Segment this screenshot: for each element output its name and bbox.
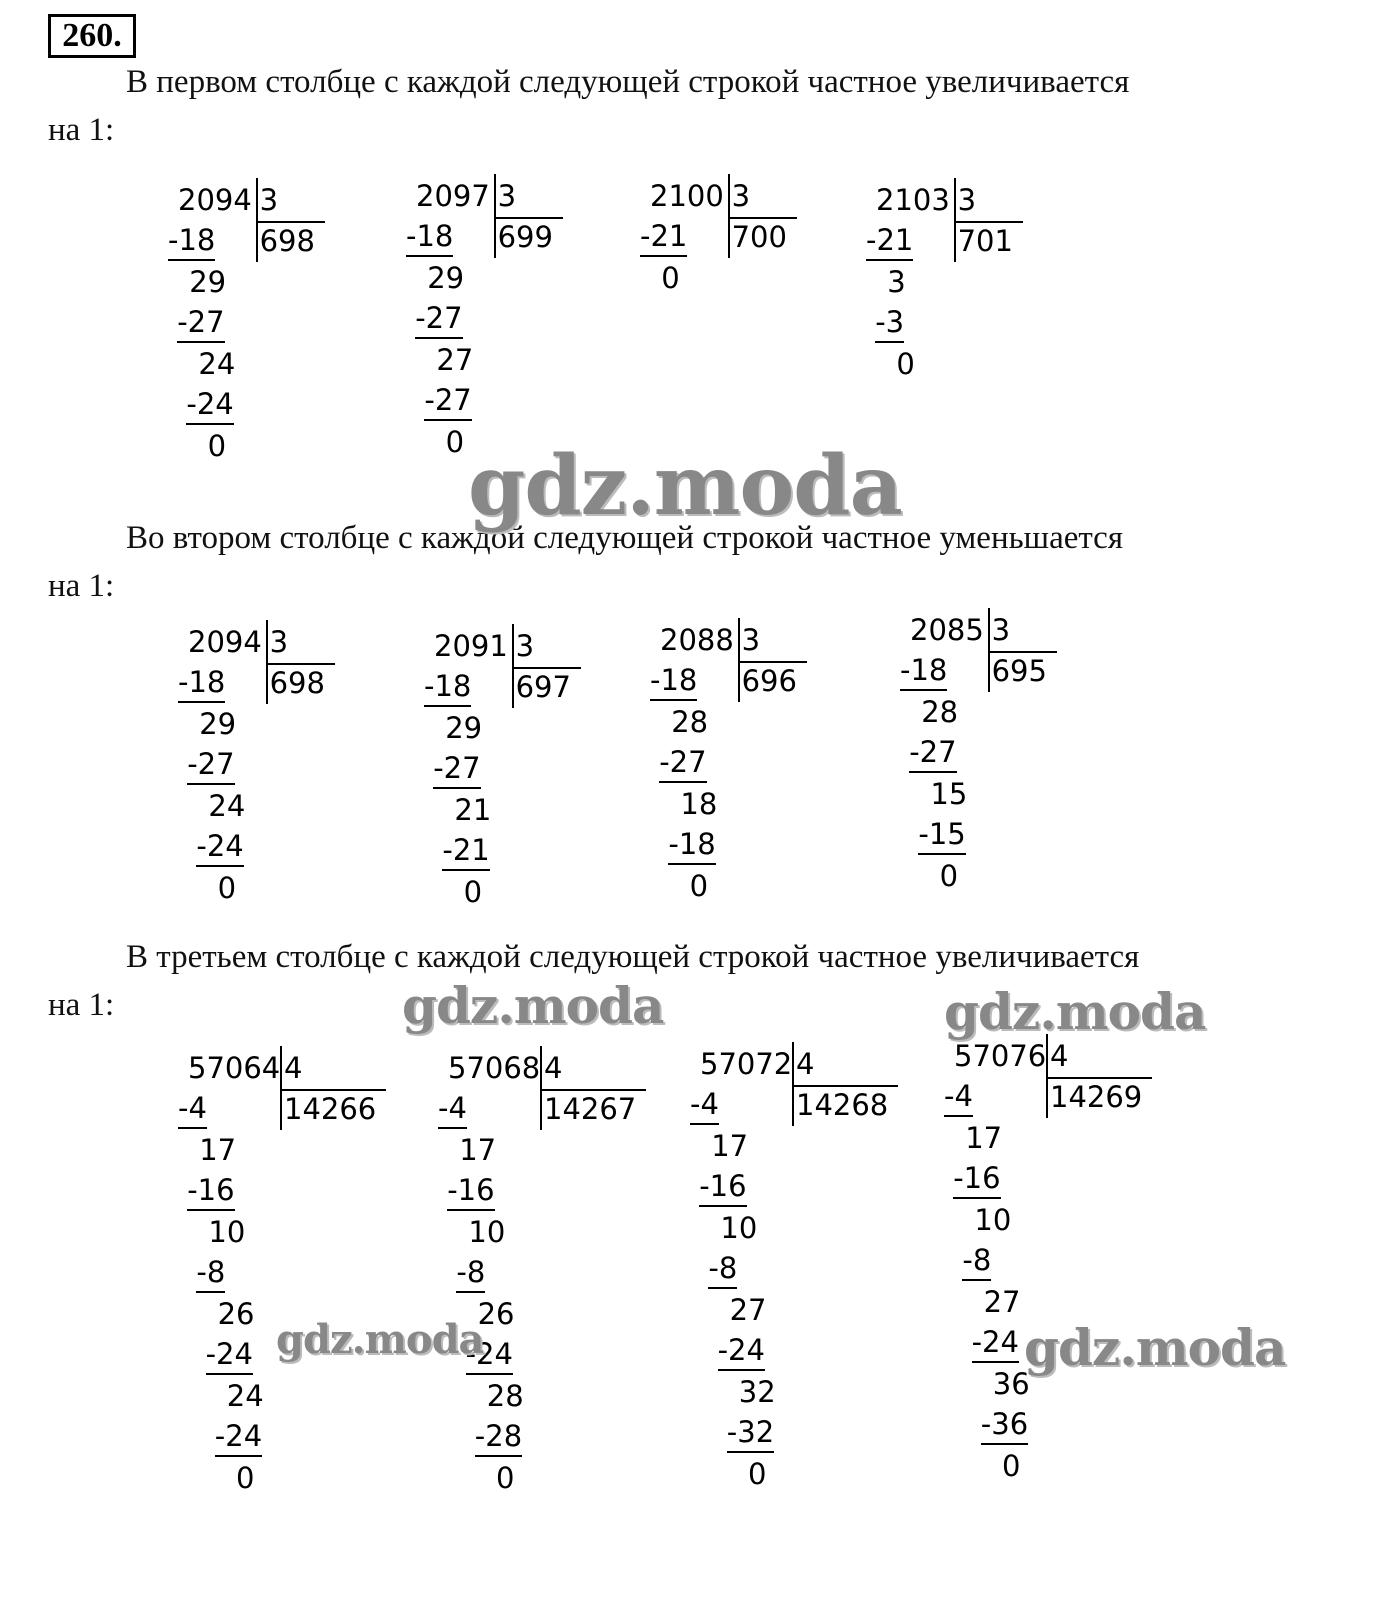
subtraction-step: -18 [900,653,947,691]
division-bracket-horizontal [1046,1077,1152,1079]
remainder-step: 17 [459,1133,497,1167]
division-bracket-vertical [540,1046,542,1130]
remainder-step: 27 [983,1285,1021,1319]
subtraction-step: -18 [406,219,453,257]
division-bracket-horizontal [256,221,325,223]
dividend: 57068 [448,1051,541,1085]
quotient: 14268 [796,1088,889,1122]
subtraction-step: -18 [424,669,471,707]
division-bracket-horizontal [792,1085,898,1087]
division-bracket-horizontal [988,651,1057,653]
remainder-step: 29 [427,261,465,295]
dividend: 2094 [178,183,252,217]
remainder-step: 24 [226,1379,264,1413]
subtraction-step: -24 [206,1337,253,1375]
remainder-step: 32 [738,1375,776,1409]
section-1-text-line1: В первом столбце с каждой следующей строкой частное увеличивается [126,64,1130,100]
subtraction-step: -16 [699,1169,746,1207]
watermark: gdz.moda [402,976,664,1035]
division-bracket-horizontal [738,661,807,663]
subtraction-step: -24 [972,1325,1019,1363]
quotient: 14269 [1050,1080,1143,1114]
remainder-step: 29 [189,265,227,299]
subtraction-step: -21 [442,833,489,871]
section-1-text-line2: на 1: [48,112,115,148]
division-bracket-horizontal [540,1089,646,1091]
remainder-step: 0 [1002,1449,1021,1483]
divisor: 3 [515,629,535,663]
quotient: 697 [515,670,571,704]
dividend: 2100 [650,179,724,213]
subtraction-step: -4 [690,1087,719,1125]
remainder-step: 0 [896,347,915,381]
remainder-step: 0 [445,425,465,459]
divisor: 3 [497,179,517,213]
remainder-step: 24 [198,347,236,381]
subtraction-step: -8 [456,1255,485,1293]
remainder-step: 28 [486,1379,524,1413]
remainder-step: 0 [207,429,227,463]
remainder-step: 0 [939,859,959,893]
subtraction-step: -24 [186,387,233,425]
subtraction-step: -36 [981,1407,1028,1445]
section-2-text-line2: на 1: [48,568,115,604]
remainder-step: 15 [930,777,968,811]
division-bracket-horizontal [728,217,797,219]
subtraction-step: -16 [447,1173,494,1211]
quotient: 701 [957,224,1013,258]
dividend: 2094 [188,625,262,659]
section-3-text-line1: В третьем столбце с каждой следующей строкой частное увеличивается [126,939,1140,975]
quotient: 695 [991,654,1047,688]
quotient: 14266 [284,1092,377,1126]
subtraction-step: -4 [944,1079,973,1117]
subtraction-step: -28 [475,1419,522,1457]
quotient: 699 [497,220,553,254]
subtraction-step: -24 [196,829,243,867]
remainder-step: 3 [887,265,906,299]
subtraction-step: -18 [650,663,697,701]
subtraction-step: -24 [215,1419,262,1457]
dividend: 2097 [416,179,490,213]
division-bracket-vertical [280,1046,282,1130]
division-bracket-vertical [266,620,268,704]
divisor: 3 [957,183,977,217]
subtraction-step: -15 [918,817,965,855]
remainder-step: 0 [217,871,237,905]
remainder-step: 29 [445,711,483,745]
division-bracket-vertical [954,178,956,262]
subtraction-step: -8 [708,1251,737,1289]
subtraction-step: -3 [875,305,904,343]
division-bracket-horizontal [512,667,581,669]
dividend: 2103 [876,183,950,217]
division-bracket-vertical [494,174,496,258]
subtraction-step: -27 [424,383,471,421]
remainder-step: 17 [199,1133,237,1167]
subtraction-step: -16 [187,1173,234,1211]
divisor: 3 [741,623,761,657]
subtraction-step: -24 [718,1333,765,1371]
dividend: 2085 [910,613,984,647]
divisor: 3 [731,179,751,213]
watermark: gdz.moda [944,982,1206,1041]
dividend: 57076 [954,1039,1047,1073]
subtraction-step: -21 [866,223,913,261]
subtraction-step: -27 [415,301,462,339]
dividend: 57072 [700,1047,793,1081]
remainder-step: 0 [689,869,709,903]
remainder-step: 17 [965,1121,1003,1155]
watermark: gdz.moda [1024,1318,1286,1377]
dividend: 2091 [434,629,508,663]
division-bracket-vertical [1046,1034,1048,1118]
remainder-step: 29 [199,707,237,741]
remainder-step: 0 [463,875,483,909]
subtraction-step: -18 [668,827,715,865]
remainder-step: 27 [729,1293,767,1327]
subtraction-step: -18 [178,665,225,703]
section-3-text-line2: на 1: [48,987,115,1023]
division-bracket-vertical [792,1042,794,1126]
remainder-step: 26 [477,1297,515,1331]
section-1-text [48,58,1338,154]
quotient: 14267 [544,1092,637,1126]
remainder-step: 0 [236,1461,255,1495]
subtraction-step: -8 [196,1255,225,1293]
divisor: 4 [796,1047,815,1081]
remainder-step: 28 [921,695,959,729]
watermark: gdz.moda [276,1316,484,1363]
subtraction-step: -4 [438,1091,467,1129]
remainder-step: 28 [671,705,709,739]
division-bracket-horizontal [280,1089,386,1091]
remainder-step: 27 [436,343,474,377]
subtraction-step: -4 [178,1091,207,1129]
remainder-step: 10 [974,1203,1012,1237]
remainder-step: 10 [468,1215,506,1249]
subtraction-step: -32 [727,1415,774,1453]
quotient: 700 [731,220,787,254]
division-bracket-horizontal [954,221,1023,223]
dividend: 57064 [188,1051,281,1085]
remainder-step: 0 [661,261,680,295]
division-bracket-vertical [988,608,990,692]
quotient: 698 [259,224,315,258]
division-bracket-vertical [738,618,740,702]
subtraction-step: -21 [640,219,687,257]
dividend: 2088 [660,623,734,657]
division-bracket-vertical [256,178,258,262]
subtraction-step: -27 [177,305,224,343]
remainder-step: 10 [208,1215,246,1249]
quotient: 698 [269,666,325,700]
subtraction-step: -24 [466,1337,513,1375]
watermark: gdz.moda [468,438,902,534]
division-bracket-vertical [512,624,514,708]
division-bracket-horizontal [266,663,335,665]
divisor: 3 [991,613,1011,647]
subtraction-step: -27 [659,745,706,783]
remainder-step: 26 [217,1297,255,1331]
divisor: 4 [1050,1039,1069,1073]
subtraction-step: -18 [168,223,215,261]
divisor: 3 [259,183,279,217]
subtraction-step: -16 [953,1161,1000,1199]
subtraction-step: -27 [187,747,234,785]
remainder-step: 0 [496,1461,515,1495]
divisor: 4 [544,1051,563,1085]
divisor: 3 [269,625,289,659]
section-2-text-line1: Во втором столбце с каждой следующей строкой частное уменьшается [126,520,1124,556]
remainder-step: 21 [454,793,492,827]
remainder-step: 17 [711,1129,749,1163]
division-bracket-horizontal [494,217,563,219]
remainder-step: 10 [720,1211,758,1245]
subtraction-step: -8 [962,1243,991,1281]
division-bracket-vertical [728,174,730,258]
problem-number: 260. [48,14,136,58]
subtraction-step: -27 [433,751,480,789]
remainder-step: 36 [992,1367,1030,1401]
remainder-step: 18 [680,787,718,821]
remainder-step: 0 [748,1457,767,1491]
subtraction-step: -27 [909,735,956,773]
divisor: 4 [284,1051,303,1085]
remainder-step: 24 [208,789,246,823]
quotient: 696 [741,664,797,698]
